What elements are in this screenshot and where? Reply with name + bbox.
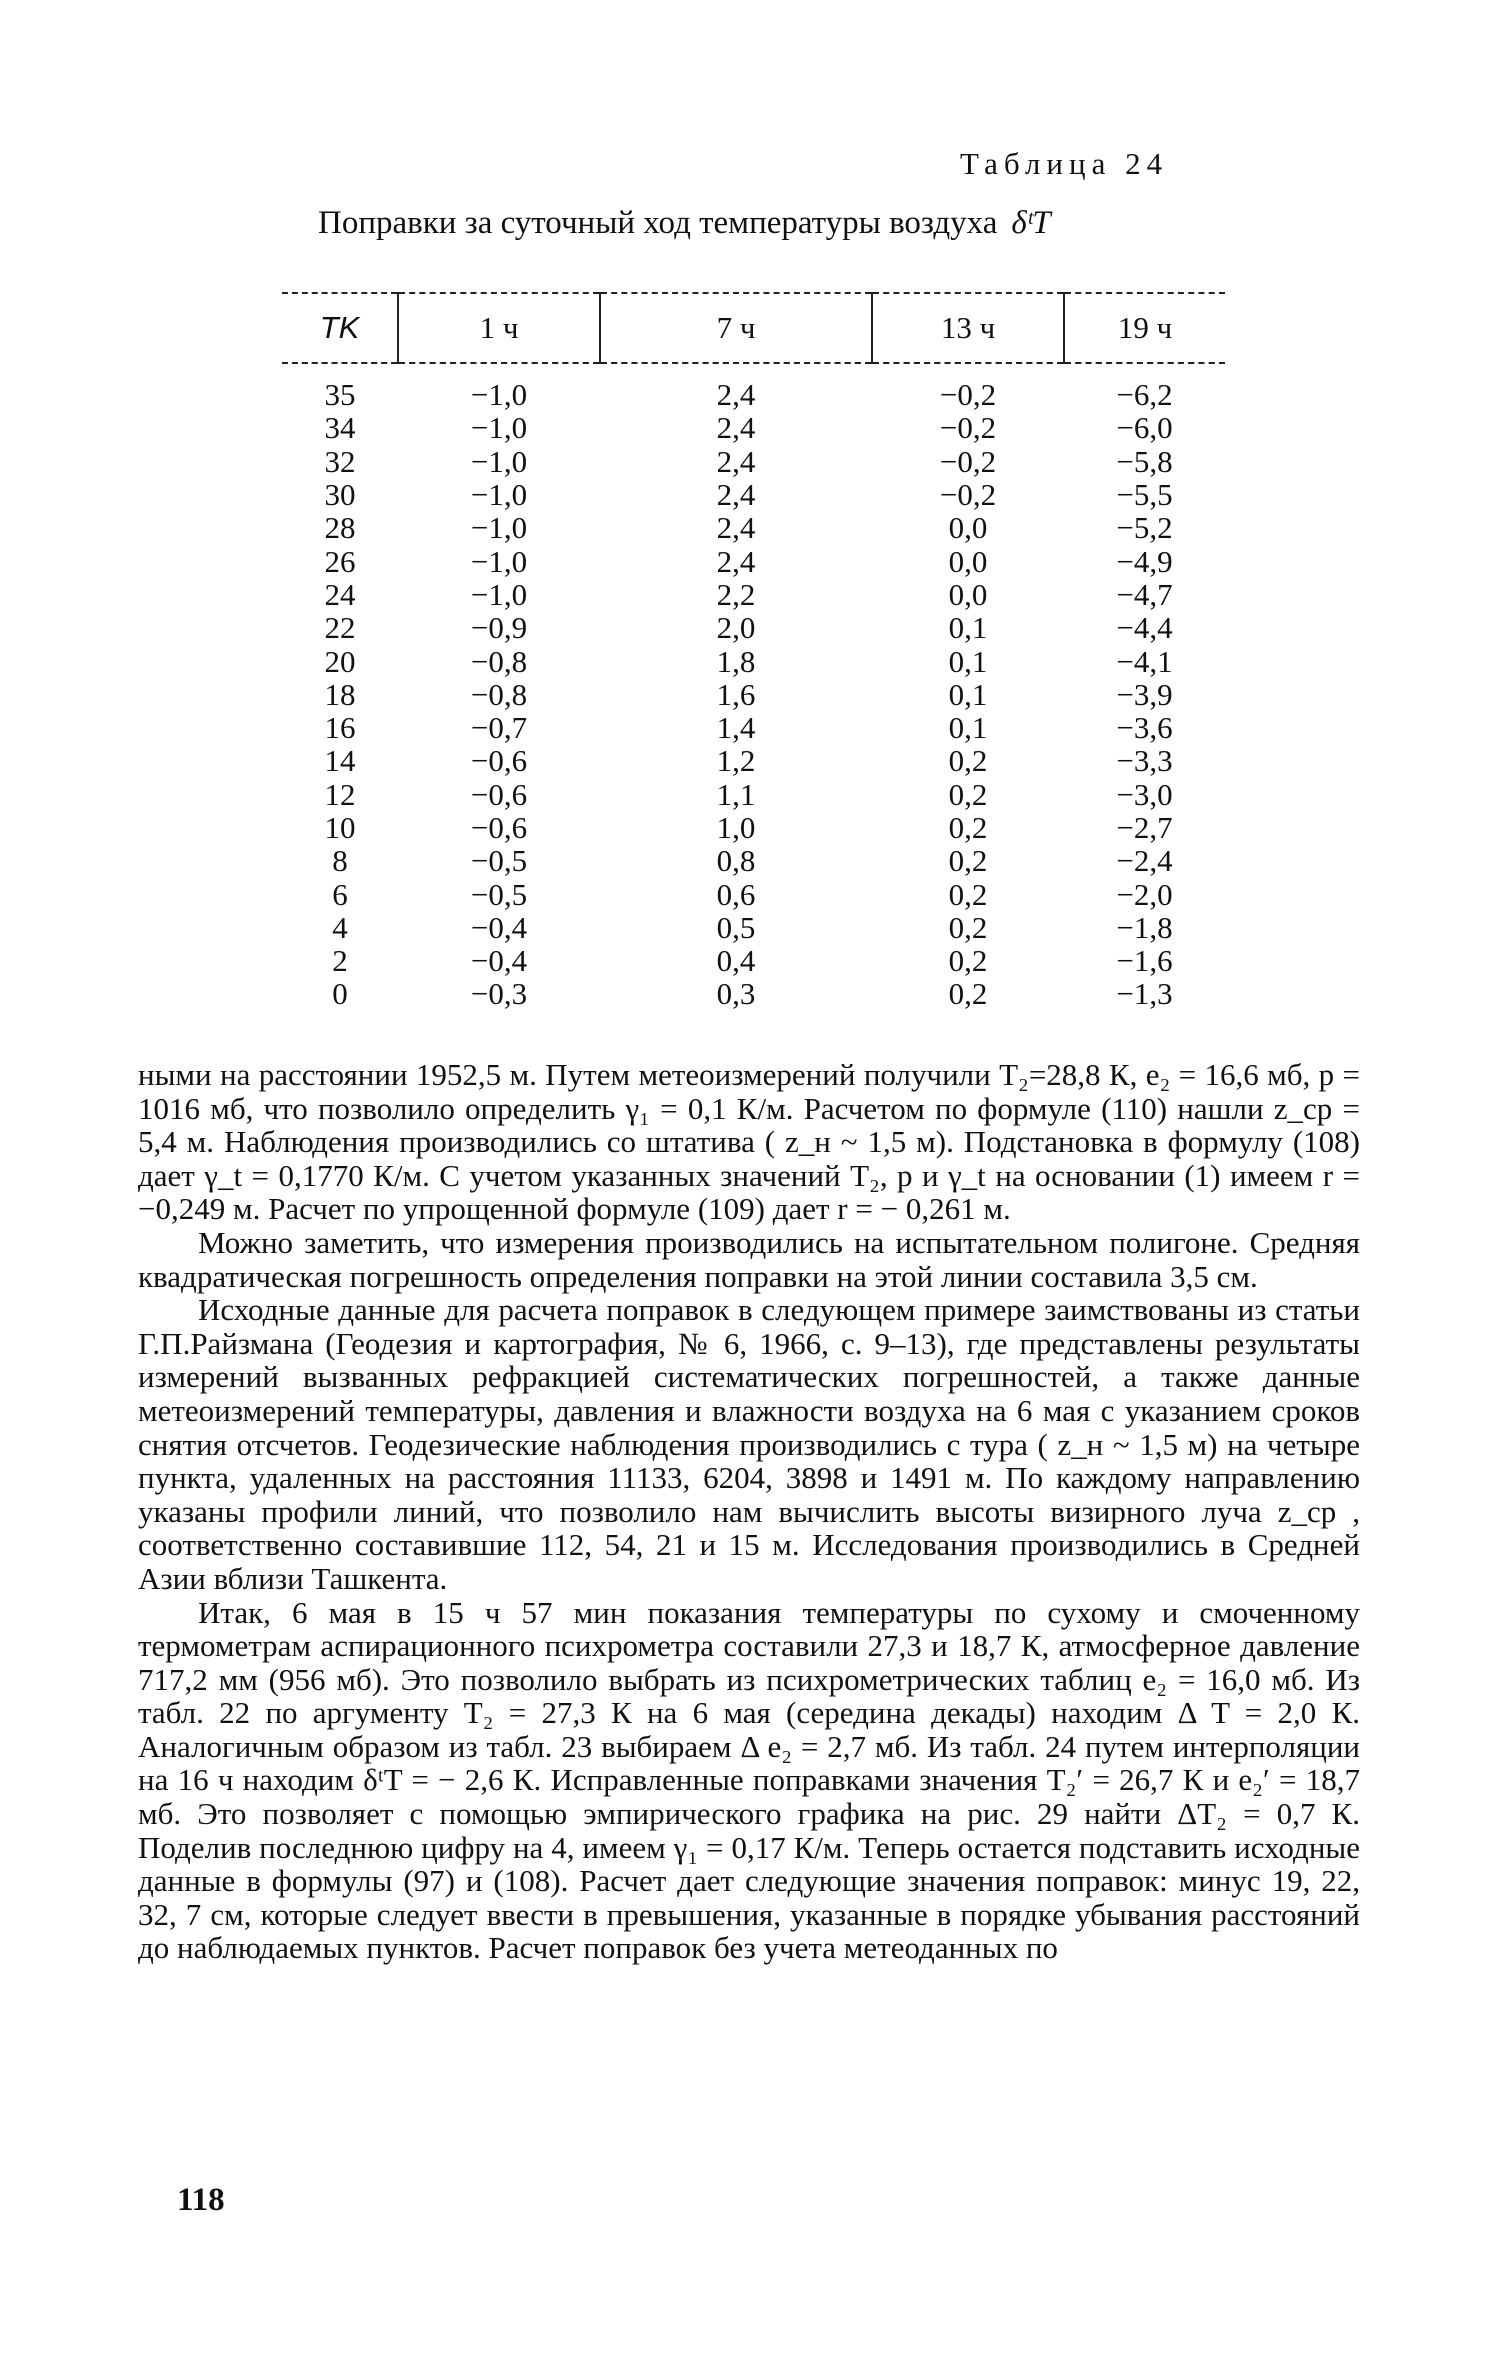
table-cell: 0,2 [948, 909, 988, 945]
header-13h: 13 ч [872, 293, 1064, 363]
header-7h: 7 ч [600, 293, 872, 363]
table-row [282, 411, 1225, 444]
header-19h: 19 ч [1064, 293, 1225, 363]
body-text [138, 1058, 1360, 1965]
table-cell: 28 [324, 510, 356, 546]
page-number: 118 [177, 2182, 225, 2218]
table-cell: 24 [324, 576, 356, 612]
table-cell: −1,0 [470, 543, 528, 579]
table-cell: −1,8 [1116, 909, 1173, 945]
table-cell: 0,0 [948, 510, 988, 546]
table-cell: 20 [324, 643, 356, 679]
table-cell: 0,4 [716, 943, 756, 979]
table-cell: 2,4 [716, 510, 756, 546]
table-row [282, 711, 1225, 744]
table-cell: −0,8 [470, 676, 528, 712]
table-cell: 2,4 [716, 443, 756, 479]
table-cell: 0,1 [948, 610, 988, 646]
table-cell: 0,1 [948, 676, 988, 712]
table-row [282, 678, 1225, 711]
table-cell: −1,0 [470, 477, 528, 513]
table-cell: −5,2 [1116, 510, 1173, 546]
table-cell: −1,0 [470, 576, 528, 612]
table-cell: −0,4 [470, 943, 528, 979]
table-cell: −0,2 [939, 443, 997, 479]
table-cell: 2 [332, 943, 348, 979]
paragraph: Исходные данные для расчета поправок в следующем примере заимствованы из статьи Г.П.Райзмана (Геодезия и картография, № 6, 1966, с. 9–13), где представлены результаты измерений вызванных рефракцией систематических погрешностей, а также данные метеоизмерений температуры, давления и влажности воздуха на 6 мая с указанием сроков снятия отсчетов. Геодезические наблюдения производились с тура ( z_н ~ 1,5 м) на четыре пункта, удаленных на расстояния 11133, 6204, 3898 и 1491 м. По каждому направлению указаны профили линий, что позволило нам вычислить высоты визирного луча z_ср , соответственно составившие 112, 54, 21 и 15 м. Исследования производились в Средней Азии вблизи Ташкента. [138, 1292, 1360, 1596]
table-cell: 2,4 [716, 477, 756, 513]
table-cell: 0,6 [716, 876, 756, 912]
table-cell: −3,6 [1116, 710, 1173, 746]
table-cell: −0,9 [470, 610, 528, 646]
table-cell: −0,6 [470, 810, 528, 845]
table-cell: −0,7 [470, 710, 528, 746]
table-cell: 0,2 [948, 743, 988, 779]
table-cell: −6,2 [1116, 377, 1173, 413]
table-cell: 2,4 [716, 543, 756, 579]
table-cell: 0,1 [948, 710, 988, 746]
table-cell: −6,0 [1116, 410, 1173, 446]
caption-symbol: δᵗT [1011, 205, 1051, 241]
header-tk: TK [282, 293, 398, 363]
table-cell: −0,6 [470, 776, 528, 812]
header-1h: 1 ч [398, 293, 600, 363]
table-row [282, 778, 1225, 811]
table-caption [318, 205, 1238, 242]
table-cell: 2,0 [716, 610, 756, 646]
table-cell: −0,2 [939, 377, 997, 413]
table-cell: 0,8 [716, 843, 756, 879]
table-body [282, 363, 1225, 1011]
table-cell: 2,2 [716, 576, 756, 612]
table-row [282, 644, 1225, 677]
table-cell: 0,2 [948, 876, 988, 912]
table-cell: 0,2 [948, 943, 988, 979]
paragraph-continuation: ными на расстоянии 1952,5 м. Путем метеоизмерений получили T₂=28,8 К, e₂ = 16,6 мб, p = 1016 мб, что позволило определить γ₁ = 0,1 К/м. Расчетом по формуле (110) нашли z_ср = 5,4 м. Наблюдения производились со штатива ( z_н ~ 1,5 м). Подстановка в формулу (108) дает γ_t = 0,1770 К/м. С учетом указанных значений T₂, p и γ_t на основании (1) имеем r = −0,249 м. Расчет по упрощенной формуле (109) дает r = − 0,261 м. [138, 1057, 1360, 1227]
table-cell: 0,1 [948, 643, 988, 679]
table-cell: −5,5 [1116, 477, 1173, 513]
table-cell: −0,5 [470, 876, 528, 912]
table-header-row [282, 293, 1225, 363]
table-cell: 0,3 [716, 976, 756, 1012]
table-cell: −2,4 [1116, 843, 1173, 879]
table-row [282, 363, 1225, 411]
table-row [282, 445, 1225, 478]
table-cell: 2,4 [716, 377, 756, 413]
table-cell: 0,5 [716, 909, 756, 945]
table-cell: 0,0 [948, 543, 988, 579]
table-row [282, 578, 1225, 611]
table-cell: 1,6 [716, 676, 756, 712]
table-cell: 0,2 [948, 976, 988, 1012]
table-cell: −5,8 [1116, 443, 1173, 479]
table-cell: −0,2 [939, 410, 997, 446]
table-cell: 0,0 [948, 576, 988, 612]
table-cell: −0,3 [470, 976, 528, 1012]
table-row [282, 744, 1225, 777]
table-cell: 2,4 [716, 410, 756, 446]
table-cell: 1,1 [716, 776, 756, 812]
table-cell: −1,6 [1116, 943, 1173, 979]
table-row [282, 511, 1225, 544]
table-cell: −4,4 [1116, 610, 1173, 646]
table-cell: −2,7 [1116, 810, 1173, 845]
table-cell: −0,2 [939, 477, 997, 513]
table-cell: −4,1 [1116, 643, 1173, 679]
table-cell: −2,0 [1116, 876, 1173, 912]
table-cell: −1,3 [1116, 976, 1173, 1012]
table-cell: 0,2 [948, 810, 988, 845]
table-row [282, 977, 1225, 1010]
table-cell: −1,0 [470, 410, 528, 446]
paragraph: Можно заметить, что измерения производились на испытательном полигоне. Средняя квадратическая погрешность определения поправки на этой линии составила 3,5 см. [138, 1224, 1360, 1294]
table-row [282, 911, 1225, 944]
table-cell: −4,7 [1116, 576, 1173, 612]
table-cell: 12 [324, 776, 356, 812]
table-cell: 16 [324, 710, 356, 746]
caption-text: Поправки за суточный ход температуры воздуха [318, 205, 998, 241]
table-cell: 10 [324, 810, 356, 845]
table-cell: 0,2 [948, 843, 988, 879]
table-cell: −0,5 [470, 843, 528, 879]
table-cell: 18 [324, 676, 356, 712]
table-cell: −3,0 [1116, 776, 1173, 812]
table-cell: 30 [324, 477, 356, 513]
table-cell: −1,0 [470, 443, 528, 479]
table-cell: 35 [324, 377, 356, 413]
table-cell: 34 [324, 410, 356, 446]
correction-table [282, 292, 1225, 1011]
table-cell: 14 [324, 743, 356, 779]
table-cell: 1,4 [716, 710, 756, 746]
table-row [282, 944, 1225, 977]
table-label: Таблица 24 [960, 146, 1169, 181]
paragraph: Итак, 6 мая в 15 ч 57 мин показания температуры по сухому и смоченному термометрам аспирационного психрометра составили 27,3 и 18,7 К, атмосферное давление 717,2 мм (956 мб). Это позволило выбрать из психрометрических таблиц e₂ = 16,0 мб. Из табл. 22 по аргументу T₂ = 27,3 К на 6 мая (середина декады) находим Δ T = 2,0 К. Аналогичным образом из табл. 23 выбираем Δ e₂ = 2,7 мб. Из табл. 24 путем интерполяции на 16 ч находим δᵗT = − 2,6 К. Исправленные поправками значения T₂′ = 26,7 К и e₂′ = 18,7 мб. Это позволяет с помощью эмпирического графика на рис. 29 найти ΔT₂ = 0,7 К. Поделив последнюю цифру на 4, имеем γ₁ = 0,17 К/м. Теперь остается подставить исходные данные в формулы (97) и (108). Расчет дает следующие значения поправок: минус 19, 22, 32, 7 см, которые следует ввести в превышения, указанные в порядке убывания расстояний до наблюдаемых пунктов. Расчет поправок без учета метеоданных по [138, 1594, 1360, 1966]
table-cell: 26 [324, 543, 356, 579]
table-row [282, 478, 1225, 511]
table-cell: 4 [332, 909, 348, 945]
table-cell: 1,8 [716, 643, 756, 679]
table-cell: 1,0 [716, 810, 756, 845]
table-cell: −0,8 [470, 643, 528, 679]
table-cell: 8 [332, 843, 348, 879]
table-cell: −3,9 [1116, 676, 1173, 712]
table-cell: −4,9 [1116, 543, 1173, 579]
table-cell: −1,0 [470, 377, 528, 413]
table-cell: −0,6 [470, 743, 528, 779]
table-row [282, 844, 1225, 877]
table-cell: 0 [332, 976, 348, 1012]
table-cell: 1,2 [716, 743, 756, 779]
table-cell: 22 [324, 610, 356, 646]
table-row [282, 611, 1225, 644]
table-cell: 6 [332, 876, 348, 912]
table-cell: 32 [324, 443, 356, 479]
table-row [282, 877, 1225, 910]
table-cell: −3,3 [1116, 743, 1173, 779]
table-cell: −1,0 [470, 510, 528, 546]
table-row [282, 811, 1225, 844]
table-row [282, 544, 1225, 577]
table-cell: 0,2 [948, 776, 988, 812]
table-cell: −0,4 [470, 909, 528, 945]
